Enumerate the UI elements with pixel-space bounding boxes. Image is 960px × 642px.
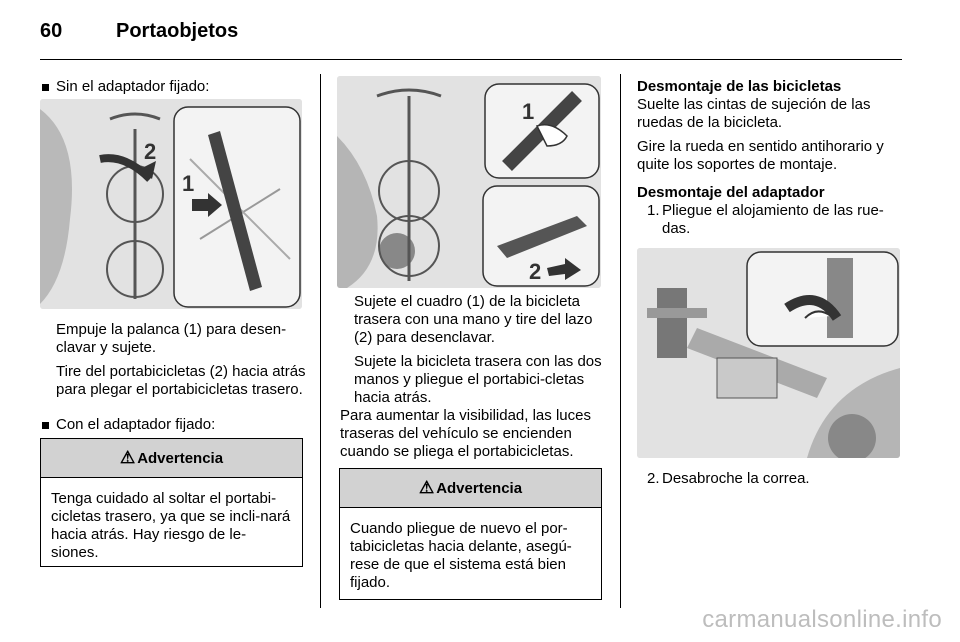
watermark: carmanualsonline.info (702, 606, 942, 633)
figure-label-2: 2 (529, 259, 542, 284)
step-number: 2. (647, 470, 660, 487)
instruction-text: Tire del portabicicletas (2) hacia atrás para plegar el portabicicletas trasero. (56, 363, 306, 398)
body-text: Gire la rueda en sentido antihorario y quite los soportes de montaje. (637, 138, 884, 173)
step-number: 1. (647, 202, 660, 219)
bullet-text: Con el adaptador fijado: (40, 416, 304, 434)
col2-visibility-note (340, 407, 606, 461)
warning-icon: ⚠ (119, 448, 136, 467)
col3-step-2 (637, 470, 905, 488)
warning-icon: ⚠ (418, 478, 435, 497)
col1-bullet-1 (40, 78, 304, 96)
step-text: Pliegue el alojamiento de las rue‐das. (662, 202, 884, 237)
warning-header (340, 469, 601, 508)
step-text: Desabroche la correa. (662, 470, 810, 487)
instruction-text: Empuje la palanca (1) para desen‐clavar y sujete. (56, 321, 287, 356)
section-heading: Desmontaje del adaptador (637, 184, 825, 201)
warning-header (41, 439, 302, 478)
warning-box-2 (339, 468, 602, 600)
figure-rear-bike (337, 76, 601, 288)
step-item (637, 202, 905, 238)
page-title: Portaobjetos (116, 20, 239, 42)
header-rule (40, 59, 902, 60)
section-heading: Desmontaje de las bicicletas (637, 78, 842, 95)
warning-box-1 (40, 438, 303, 567)
warning-title: Advertencia (436, 479, 523, 497)
instruction-text: Sujete la bicicleta trasera con las dos manos y pliegue el portabici‐cletas hacia atrás. (354, 353, 602, 406)
figure-wheel-housing (637, 248, 900, 458)
col2-instructions (354, 293, 604, 407)
col1-instructions (56, 321, 306, 399)
col3-text (637, 78, 905, 238)
instruction-text: Sujete el cuadro (1) de la bicicleta trasera con una mano y tire del lazo (2) para desenclavar. (354, 293, 593, 346)
column-divider-2 (620, 74, 621, 608)
bullet-text: Sin el adaptador fijado: (40, 78, 304, 96)
figure-wheel-housing-svg (637, 248, 900, 458)
note-text: Para aumentar la visibilidad, las luces traseras del vehículo se encienden cuando se pliega el portabicicletas. (340, 407, 591, 460)
warning-text: Cuando pliegue de nuevo el por‐tabicicletas hacia delante, asegú‐rese de que el sistema está bien fijado. (350, 520, 572, 591)
page-header (40, 20, 239, 43)
warning-text: Tenga cuidado al soltar el portabi‐cicletas trasero, ya que se incli‐nará hacia atrás. Hay riesgo de le‐siones. (51, 490, 291, 561)
figure-release-lever-svg (40, 99, 302, 309)
body-text: Suelte las cintas de sujeción de las ruedas de la bicicleta. (637, 96, 871, 131)
col1-bullet-2 (40, 416, 304, 434)
column-divider-1 (320, 74, 321, 608)
figure-label-1: 1 (182, 171, 195, 196)
step-item (637, 470, 905, 488)
figure-rear-bike-svg (337, 76, 601, 288)
warning-title: Advertencia (137, 449, 224, 467)
figure-release-lever (40, 99, 302, 309)
figure-label-1: 1 (522, 99, 535, 124)
figure-label-2: 2 (144, 139, 157, 164)
page-number: 60 (40, 20, 63, 42)
